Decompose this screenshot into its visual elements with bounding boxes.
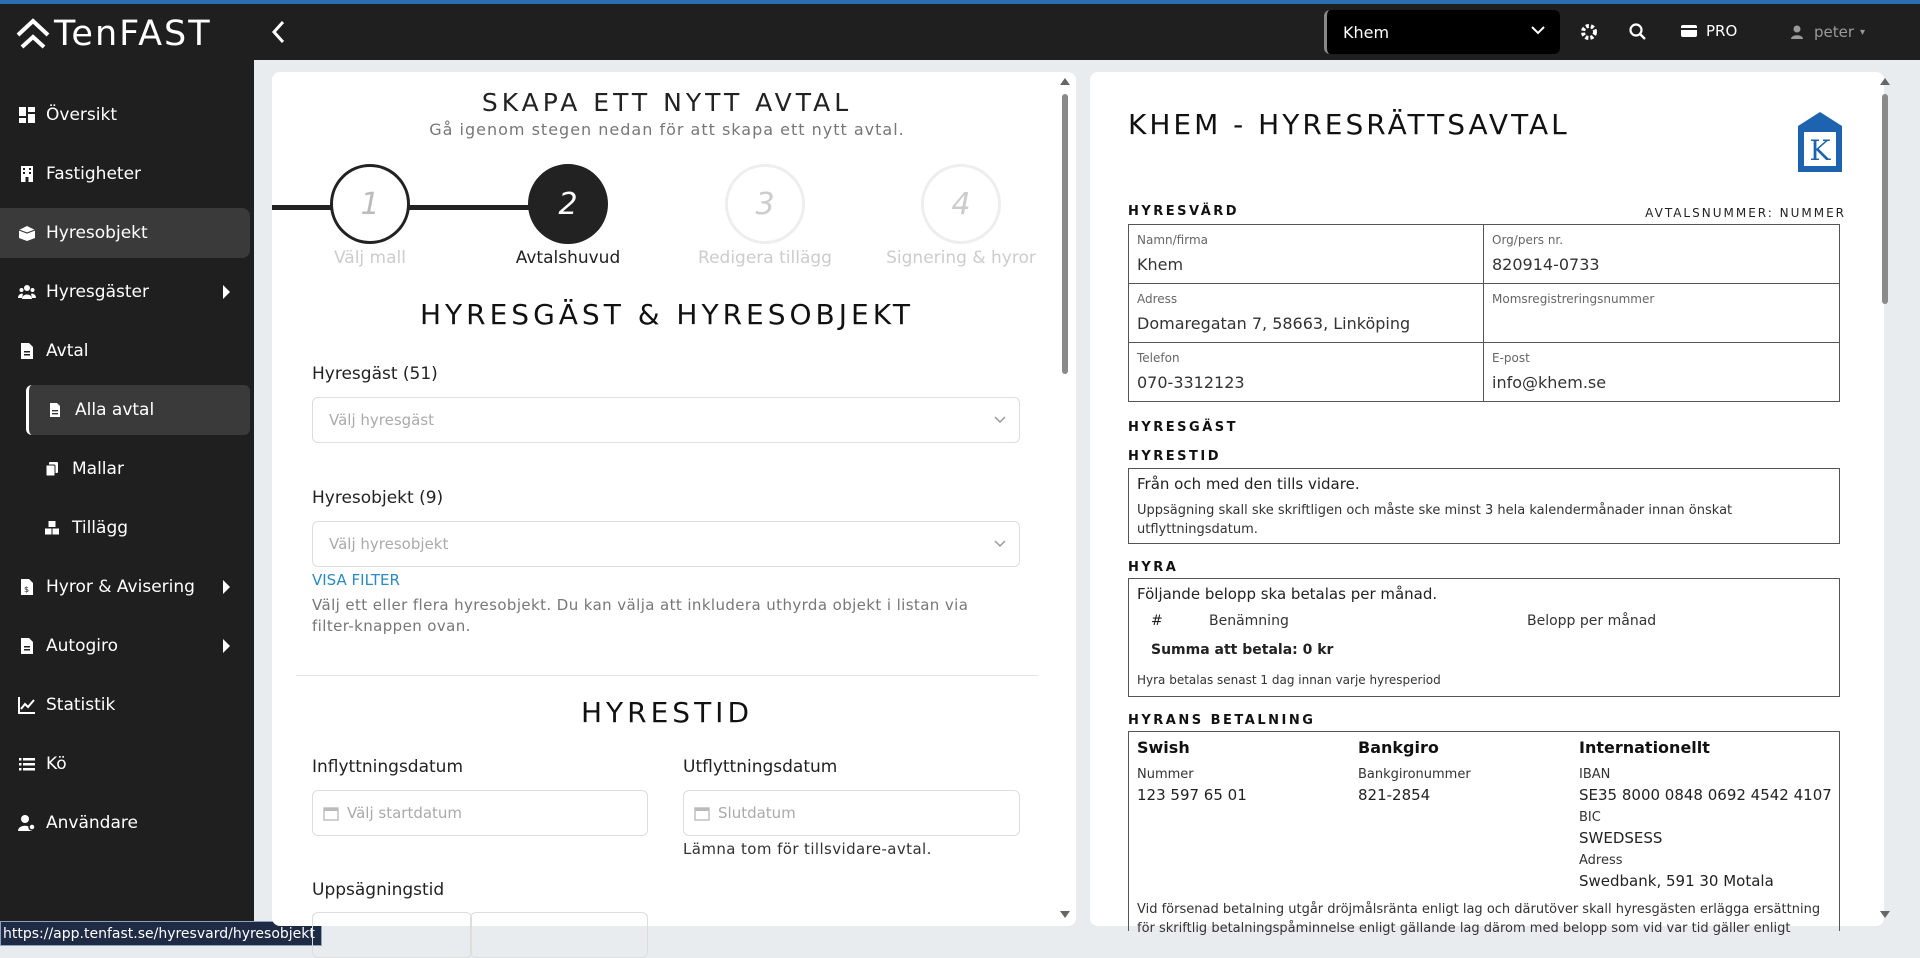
sidebar-item-label: Hyresgäster	[46, 282, 149, 302]
sidebar-item-statistik[interactable]	[0, 680, 250, 730]
sidebar-subitem-label: Alla avtal	[75, 400, 155, 420]
section-heading-period: HYRESTID	[581, 696, 753, 729]
wizard-title: SKAPA ETT NYTT AVTAL	[481, 88, 853, 117]
landlord-vat-cell: Momsregistreringsnummer	[1484, 284, 1839, 343]
move-out-date-input[interactable]	[683, 790, 1020, 836]
period-notice: Uppsägning skall ske skriftligen och måste ske minst 3 hela kalendermånader innan önskat utflyttningsdatum.	[1137, 503, 1733, 537]
rent-intro: Följande belopp ska betalas per månad.	[1137, 585, 1438, 603]
sidebar-subitem-label: Tillägg	[72, 518, 129, 538]
rent-col-number: #	[1151, 613, 1163, 629]
user-gear-icon	[18, 814, 36, 832]
autogiro-document-icon	[18, 637, 36, 655]
notice-period-label: Uppsägningstid	[312, 880, 445, 900]
sidebar-item-label: Användare	[46, 813, 138, 833]
late-payment-text: Vid försenad betalning utgår dröjmålsränta enligt lag och därutöver skall hyresgästen erlägga ersättning för skriftlig betalningspåminnelse enligt gällande lag därom med belopp som vid var tid gäller enligt	[1137, 902, 1821, 936]
calendar-icon	[323, 805, 339, 821]
scroll-down-arrow[interactable]	[1060, 911, 1070, 918]
step-4-label: Signering & hyror	[886, 248, 1036, 268]
rent-col-name: Benämning	[1209, 613, 1289, 629]
landlord-email-cell: E-post info@khem.se	[1492, 351, 1607, 392]
caret-down-icon: ▾	[1860, 26, 1866, 38]
contract-preview-panel	[1090, 72, 1884, 936]
chevron-down-icon	[993, 537, 1007, 551]
sidebar-subitem-mallar[interactable]	[26, 444, 250, 494]
collapse-sidebar-button[interactable]	[268, 18, 292, 48]
document-title: KHEM - HYRESRÄTTSAVTAL	[1128, 108, 1570, 141]
scroll-thumb[interactable]	[1882, 94, 1888, 304]
landlord-details-table	[1128, 224, 1840, 402]
move-in-label: Inflyttningsdatum	[312, 757, 464, 777]
sidebar-item-hyror-avisering[interactable]	[0, 562, 250, 612]
step-1-label: Välj mall	[333, 248, 406, 268]
payment-swish: Swish Nummer 123 597 65 01	[1137, 738, 1247, 804]
notice-period-input[interactable]	[312, 912, 472, 958]
wizard-scrollbar[interactable]	[1060, 78, 1070, 918]
object-select[interactable]	[312, 521, 1020, 567]
user-menu[interactable]	[1790, 23, 1865, 41]
landlord-phone-cell: Telefon 070-3312123	[1129, 343, 1484, 401]
payment-bankgiro: Bankgiro Bankgironummer 821-2854	[1358, 738, 1471, 804]
rent-total: Summa att betala: 0 kr	[1151, 642, 1334, 658]
payment-box	[1128, 731, 1840, 936]
sidebar-subitem-tillagg[interactable]	[26, 503, 250, 553]
chevron-left-icon	[268, 18, 290, 46]
scroll-up-arrow[interactable]	[1880, 78, 1890, 85]
landlord-org-cell: Org/pers nr. 820914-0733	[1484, 225, 1839, 284]
svg-text:$: $	[24, 585, 30, 594]
rent-heading: HYRA	[1128, 560, 1179, 575]
section-heading-tenant-object: HYRESGÄST & HYRESOBJEKT	[419, 298, 914, 331]
sidebar-item-autogiro[interactable]	[0, 621, 250, 671]
sidebar-item-oversikt[interactable]	[0, 90, 250, 140]
credit-card-icon	[1680, 23, 1698, 39]
step-4[interactable]: 4	[921, 164, 1001, 244]
landlord-select[interactable]	[1324, 10, 1560, 54]
scroll-down-arrow[interactable]	[1880, 911, 1890, 918]
sidebar-item-fastigheter[interactable]	[0, 149, 250, 199]
building-icon	[18, 165, 36, 183]
step-2[interactable]: 2	[528, 164, 608, 244]
landlord-address-cell: Adress Domaregatan 7, 58663, Linköping	[1129, 284, 1484, 343]
top-bar	[0, 4, 1920, 60]
search-button[interactable]	[1628, 22, 1648, 42]
period-text: Från och med den tills vidare.	[1137, 475, 1360, 493]
brand-logo[interactable]	[16, 14, 212, 54]
object-help-text: Välj ett eller flera hyresobjekt. Du kan välja att inkludera uthyrda objekt i listan via filter-knappen ovan.	[312, 596, 969, 635]
tenant-select-placeholder: Välj hyresgäst	[329, 411, 435, 429]
sidebar-item-label: Hyresobjekt	[46, 223, 148, 243]
show-filter-link[interactable]: VISA FILTER	[312, 571, 400, 589]
step-2-label: Avtalshuvud	[515, 248, 621, 268]
move-in-date-input[interactable]	[312, 790, 648, 836]
move-out-label: Utflyttningsdatum	[683, 757, 838, 777]
sidebar-item-anvandare[interactable]	[0, 798, 250, 848]
sidebar-subitem-label: Mallar	[72, 459, 124, 479]
calendar-icon	[694, 805, 710, 821]
box-open-icon	[18, 224, 36, 242]
step-connector	[272, 205, 332, 210]
sidebar-item-label: Hyror & Avisering	[46, 577, 195, 597]
rent-due: Hyra betalas senast 1 dag innan varje hyresperiod	[1137, 673, 1441, 687]
contract-wizard-panel	[272, 72, 1076, 926]
copy-icon	[44, 461, 60, 477]
preview-scrollbar[interactable]	[1880, 78, 1890, 918]
chevron-down-icon	[993, 413, 1007, 427]
users-icon	[18, 283, 36, 301]
gear-icon	[1579, 22, 1599, 42]
user-name: peter	[1814, 23, 1855, 41]
sidebar-item-hyresobjekt[interactable]	[0, 208, 250, 258]
landlord-select-value: Khem	[1343, 22, 1390, 42]
document-icon	[18, 342, 36, 360]
sidebar-item-hyresgaster[interactable]	[0, 267, 250, 317]
line-chart-icon	[18, 696, 36, 714]
tenant-heading: HYRESGÄST	[1128, 420, 1239, 435]
period-box	[1128, 468, 1840, 544]
payment-international: Internationellt IBAN SE35 8000 0848 0692 4542 4107 BIC SWEDSESS Adress Swedbank, 591 30 Motala	[1579, 738, 1832, 890]
move-out-placeholder: Slutdatum	[718, 804, 796, 822]
sidebar-subitem-alla-avtal[interactable]	[26, 385, 250, 435]
company-logo-icon	[1796, 110, 1844, 174]
sidebar-item-label: Autogiro	[46, 636, 119, 656]
step-1[interactable]: 1	[330, 164, 410, 244]
object-label: Hyresobjekt (9)	[312, 488, 444, 508]
pro-plan-button[interactable]	[1680, 22, 1737, 40]
logo-house-icon	[16, 17, 50, 51]
step-3[interactable]: 3	[725, 164, 805, 244]
contract-number: AVTALSNUMMER: NUMMER	[1645, 206, 1846, 220]
search-icon	[1628, 22, 1648, 42]
sidebar	[0, 60, 254, 946]
period-heading: HYRESTID	[1128, 449, 1222, 464]
tenant-label: Hyresgäst (51)	[312, 364, 438, 384]
object-select-placeholder: Välj hyresobjekt	[329, 535, 449, 553]
rent-box	[1128, 578, 1840, 697]
step-connector	[400, 205, 534, 210]
brand-name: TenFAST	[54, 14, 212, 54]
caret-right-icon	[223, 285, 230, 299]
rent-col-amount: Belopp per månad	[1527, 613, 1657, 629]
svg-text:K: K	[1809, 134, 1831, 167]
wizard-subtitle: Gå igenom stegen nedan för att skapa ett nytt avtal.	[429, 120, 905, 139]
move-out-help: Lämna tom för tillsvidare-avtal.	[683, 840, 932, 858]
pro-label: PRO	[1706, 22, 1738, 40]
sidebar-item-label: Kö	[46, 754, 67, 774]
landlord-name-cell: Namn/firma Khem	[1129, 225, 1484, 284]
sidebar-item-label: Avtal	[46, 341, 89, 361]
document-icon	[47, 402, 63, 418]
invoice-icon	[18, 578, 36, 596]
sidebar-item-ko[interactable]	[0, 739, 250, 789]
tenant-select[interactable]	[312, 397, 1020, 443]
scroll-up-arrow[interactable]	[1060, 78, 1070, 85]
scroll-thumb[interactable]	[1062, 94, 1068, 374]
section-divider	[296, 675, 1038, 676]
user-cog-icon	[1790, 24, 1808, 40]
list-icon	[18, 755, 36, 773]
step-3-label: Redigera tillägg	[698, 248, 832, 268]
landlord-heading: HYRESVÄRD	[1128, 204, 1240, 219]
move-in-placeholder: Välj startdatum	[347, 804, 463, 822]
chevron-down-icon	[1530, 22, 1546, 38]
sidebar-item-label: Fastigheter	[46, 164, 142, 184]
sidebar-item-label: Översikt	[46, 105, 117, 125]
caret-right-icon	[223, 639, 230, 653]
status-bar-url: https://app.tenfast.se/hyresvard/hyresobjekt	[0, 921, 322, 946]
dashboard-icon	[18, 106, 36, 124]
boxes-icon	[44, 520, 60, 536]
payment-heading: HYRANS BETALNING	[1128, 713, 1316, 728]
settings-button[interactable]	[1579, 22, 1599, 42]
notice-period-unit-select[interactable]	[470, 912, 648, 958]
sidebar-item-avtal[interactable]	[0, 326, 250, 376]
sidebar-item-label: Statistik	[46, 695, 116, 715]
caret-right-icon	[223, 580, 230, 594]
